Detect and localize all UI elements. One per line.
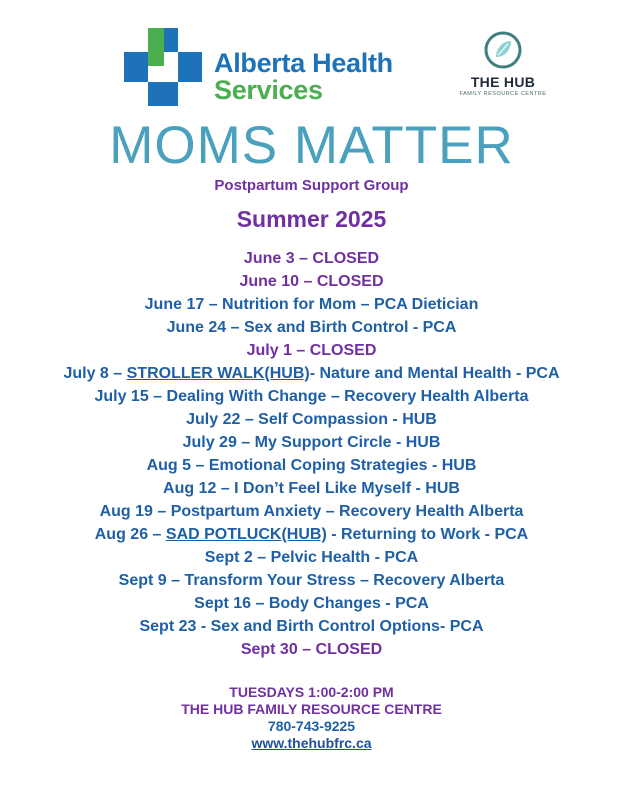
schedule-item-text: June 17 – Nutrition for Mom – PCA Dietician bbox=[144, 296, 479, 313]
schedule-item bbox=[0, 339, 623, 362]
schedule-item-text: Sept 2 – Pelvic Health - PCA bbox=[204, 549, 419, 566]
schedule-item bbox=[0, 500, 623, 523]
ahs-cross-icon bbox=[124, 28, 202, 106]
schedule-item bbox=[0, 431, 623, 454]
logos-header bbox=[0, 0, 623, 120]
schedule-item bbox=[0, 385, 623, 408]
ahs-wordmark-line1: Alberta Health bbox=[214, 48, 393, 78]
schedule-item bbox=[0, 247, 623, 270]
schedule-item-text: Aug 12 – I Don’t Feel Like Myself - HUB bbox=[163, 480, 460, 497]
schedule-item bbox=[0, 270, 623, 293]
schedule-item-text: July 29 – My Support Circle - HUB bbox=[182, 434, 441, 451]
hub-name: THE HUB bbox=[470, 74, 536, 90]
session-schedule bbox=[0, 247, 623, 661]
ahs-wordmark bbox=[214, 50, 393, 104]
ahs-wordmark-line2: Services bbox=[214, 75, 323, 105]
page-title: MOMS MATTER bbox=[109, 116, 514, 175]
schedule-item-text: Sept 16 – Body Changes - PCA bbox=[194, 595, 429, 612]
website-link[interactable]: www.thehubfrc.ca bbox=[251, 735, 372, 751]
schedule-item-text: July 15 – Dealing With Change – Recovery Health Alberta bbox=[94, 388, 529, 405]
schedule-item bbox=[0, 316, 623, 339]
schedule-item bbox=[0, 546, 623, 569]
schedule-item-text: June 3 – CLOSED bbox=[243, 250, 380, 267]
leaf-circle-icon bbox=[483, 30, 523, 70]
schedule-item bbox=[0, 362, 623, 385]
schedule-item bbox=[0, 615, 623, 638]
schedule-item bbox=[0, 454, 623, 477]
schedule-item bbox=[0, 408, 623, 431]
phone-number: 780-743-9225 bbox=[267, 718, 356, 734]
schedule-item-text: Sept 9 – Transform Your Stress – Recovery Alberta bbox=[118, 572, 505, 589]
schedule-item-link[interactable]: STROLLER WALK(HUB) bbox=[126, 365, 310, 382]
schedule-item-text: Sept 23 - Sex and Birth Control Options- PCA bbox=[139, 618, 484, 635]
group-subtitle: Postpartum Support Group bbox=[214, 177, 409, 194]
schedule-item-text: Aug 5 – Emotional Coping Strategies - HUB bbox=[146, 457, 477, 474]
schedule-item-text: Aug 19 – Postpartum Anxiety – Recovery Health Alberta bbox=[99, 503, 524, 520]
schedule-item-link[interactable]: SAD POTLUCK(HUB) bbox=[165, 526, 327, 543]
schedule-item-text: June 10 – CLOSED bbox=[239, 273, 384, 290]
schedule-item bbox=[0, 477, 623, 500]
schedule-item bbox=[0, 638, 623, 661]
season-heading: Summer 2025 bbox=[236, 206, 387, 232]
schedule-item-text-tail: - Returning to Work - PCA bbox=[326, 526, 529, 543]
schedule-item-text: July 22 – Self Compassion - HUB bbox=[186, 411, 437, 428]
schedule-item-text: June 24 – Sex and Birth Control - PCA bbox=[166, 319, 457, 336]
hub-subtitle: FAMILY RESOURCE CENTRE bbox=[459, 91, 547, 97]
schedule-item bbox=[0, 523, 623, 546]
venue-name: THE HUB FAMILY RESOURCE CENTRE bbox=[181, 701, 442, 717]
schedule-item-text: July 1 – CLOSED bbox=[246, 342, 377, 359]
schedule-item-text: Aug 26 – bbox=[94, 526, 166, 543]
the-hub-logo bbox=[448, 30, 558, 102]
schedule-item-text: July 8 – bbox=[63, 365, 127, 382]
alberta-health-services-logo bbox=[124, 28, 394, 108]
meeting-time: TUESDAYS 1:00-2:00 PM bbox=[229, 684, 394, 700]
schedule-item-text: Sept 30 – CLOSED bbox=[240, 641, 383, 658]
schedule-item-text-tail: - Nature and Mental Health - PCA bbox=[309, 365, 560, 382]
schedule-item bbox=[0, 592, 623, 615]
schedule-item bbox=[0, 293, 623, 316]
schedule-item bbox=[0, 569, 623, 592]
footer-info bbox=[0, 684, 623, 752]
